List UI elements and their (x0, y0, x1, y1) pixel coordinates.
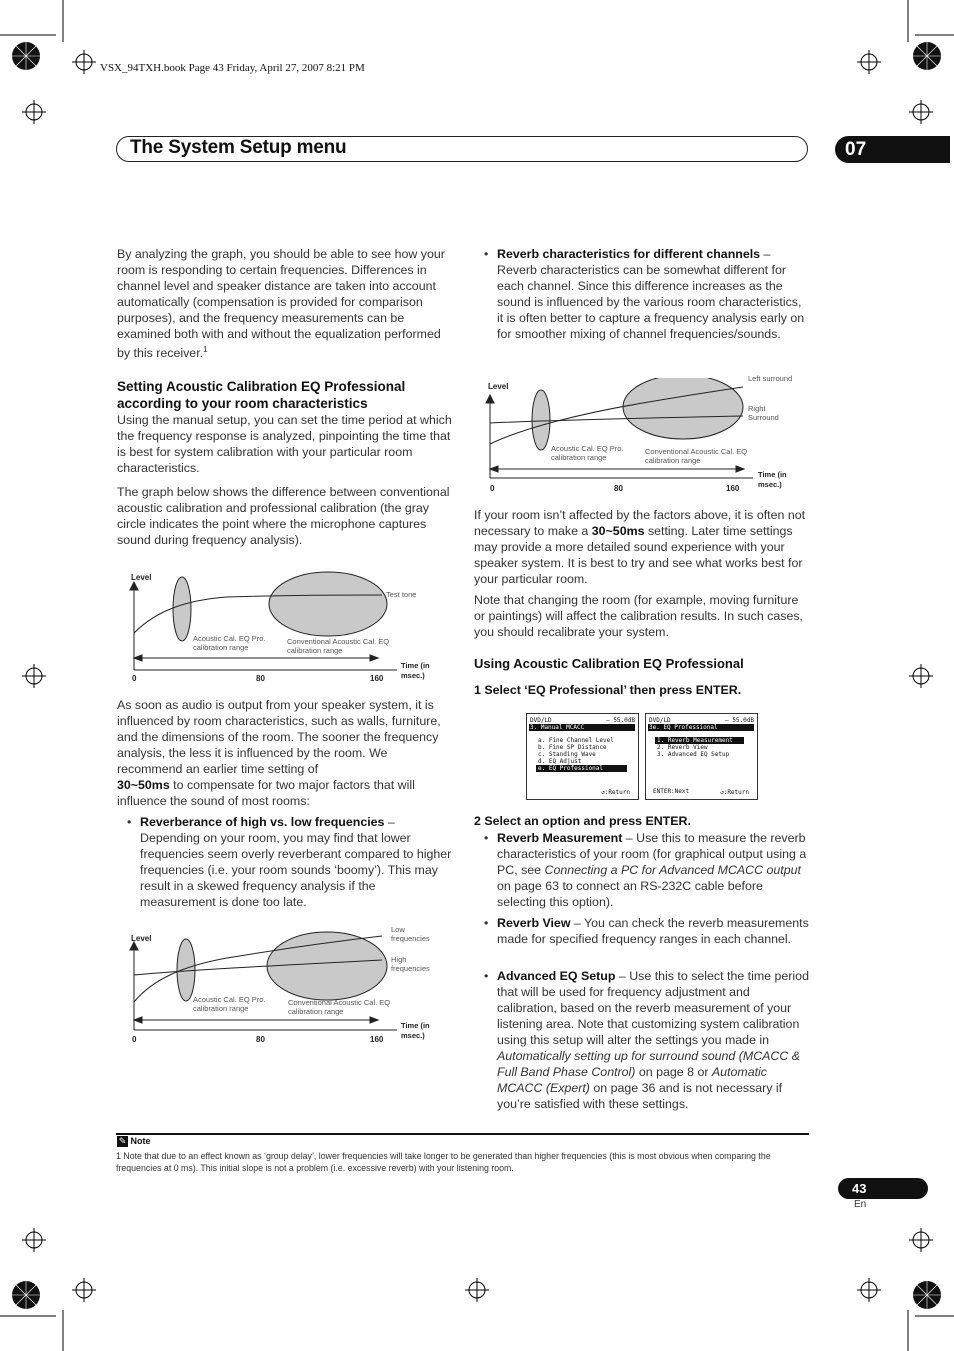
osd-screen-eq-professional (645, 713, 758, 800)
page-number: 43 (852, 1181, 867, 1196)
chart1-tick-160: 160 (370, 674, 384, 683)
footnote-text: 1 Note that due to an effect known as ‘group delay’, lower frequencies will take longer to be generated than higher frequencies (this is most obvious when comparing the frequencies at 0 ms). This initial slope is not a problem (i.e. excessive reverb) with your listening room. (116, 1151, 771, 1173)
conventional-range-ellipse (623, 378, 743, 439)
page-title: The System Setup menu (130, 137, 347, 158)
paragraph-recalibrate: Note that changing the room (for example, moving furniture or paintings) will affect the calibration results. In such cases, you should recalibrate your system. (474, 593, 803, 639)
screen1-title: 3. Manual MCACC (529, 724, 635, 731)
bullet2-text: Reverb characteristics can be somewhat different for each channel. Since this difference increases as the sound is influenced by the various room characteristics, it is often better to capture a frequency analysis early on for smoother mixing of channel frequencies/sounds. (497, 263, 805, 341)
opt3-text-c: on page 36 and is not necessary if you’re satisfied with these settings. (497, 1081, 783, 1111)
screen1-source: DVD/LD (530, 717, 552, 724)
screen1-item[interactable]: b. Fine SP Distance (538, 744, 607, 751)
chart2-pro-label: Acoustic Cal. EQ Pro. calibration range (193, 995, 266, 1013)
opt1-text-a: – Use this to measure the reverb characteristics of your room (for graphical output using a PC, see (497, 831, 807, 877)
chart1-pro-label: Acoustic Cal. EQ Pro. calibration range (193, 634, 266, 652)
conventional-range-ellipse (269, 572, 387, 636)
bullet-advanced-eq (484, 968, 809, 1112)
screen2-footer-next: ENTER:Next (653, 788, 690, 795)
step-1: 1 Select ‘EQ Professional’ then press ENTER. (474, 683, 742, 697)
bullet-reverb-channels (484, 246, 809, 342)
chart2-conventional-label: Conventional Acoustic Cal. EQ calibration range (288, 998, 391, 1016)
chart1-conventional-label: Conventional Acoustic Cal. EQ calibration range (287, 637, 390, 655)
bullet1-sep: – (384, 815, 395, 829)
pro-range-ellipse (173, 577, 191, 641)
screen2-footer-return: ↺:Return (720, 789, 749, 796)
screen1-item[interactable]: d. EQ Adjust (538, 758, 582, 765)
paragraph-room-influence (117, 697, 453, 809)
chart3-tick-0: 0 (490, 484, 495, 493)
chart2-tick-160: 160 (370, 1035, 384, 1044)
opt3-title: Advanced EQ Setup (497, 969, 616, 983)
screen2-level: – 55.0dB (725, 717, 754, 724)
para4-end: setting. Later time settings may provide a more detailed sound experience with your speaker system. It is best to try and see what works best for your particular room. (474, 524, 803, 586)
opt1-title: Reverb Measurement (497, 831, 623, 845)
screen2-item-selected[interactable]: 1. Reverb Measurement (655, 737, 744, 744)
chapter-number: 07 (845, 139, 867, 160)
chart1-tick-0: 0 (132, 674, 137, 683)
chapter-tab (835, 136, 950, 163)
screen1-item[interactable]: c. Standing Wave (538, 751, 596, 758)
note-label: Note (130, 1136, 151, 1146)
bullet2-sep: – (760, 247, 771, 261)
paragraph-graph-description: The graph below shows the difference between conventional acoustic calibration and professional calibration (the gray circle indicates the point where the microphone captures sound during frequency analysis). (117, 485, 450, 547)
chart3-tick-160: 160 (726, 484, 740, 493)
screen1-level: – 55.0dB (606, 717, 635, 724)
chart2-low-label: Low frequencies (391, 925, 430, 943)
para3-end: to compensate for two major factors that will influence the sound of most rooms: (117, 778, 415, 808)
screen1-item-selected[interactable]: e. EQ Professional (536, 765, 627, 772)
chart3-conventional-label: Conventional Acoustic Cal. EQ calibration range (645, 447, 748, 465)
para4-bold: 30~50ms (591, 524, 645, 538)
note-header (117, 1136, 151, 1147)
note-icon: ✎ (118, 1136, 127, 1147)
intro-text: By analyzing the graph, you should be able to see how your room is responding to certain frequencies. Differences in channel level and speaker distance are taken into account automatically (compensation is provided for comparison purposes), and the frequency measurements can be examined both with and without the equalization performed by this receiver. (117, 247, 445, 361)
paragraph-manual-setup: Using the manual setup, you can set the time period at which the frequency response is analyzed, pinpointing the time that is best for system calibration with your particular room characteristics. (117, 413, 452, 475)
bullet-dot: • (484, 916, 489, 930)
chart1-range-arrow (134, 655, 378, 661)
chart3-left-label: Left surround (748, 374, 793, 383)
chart3-x-label: Time (in msec.) (758, 470, 787, 489)
opt3-text-b: on page 8 or (635, 1065, 712, 1079)
chart3-pro-label: Acoustic Cal. EQ Pro. calibration range (551, 444, 624, 462)
chart2-y-label: Level (131, 934, 152, 943)
conventional-range-ellipse (267, 932, 387, 1000)
chart2-tick-80: 80 (256, 1035, 265, 1044)
screen2-source: DVD/LD (649, 717, 671, 724)
note-divider (116, 1133, 809, 1135)
section-heading-using: Using Acoustic Calibration EQ Professional (474, 656, 744, 671)
pro-range-ellipse (532, 390, 550, 450)
opt1-link[interactable]: Connecting a PC for Advanced MCACC output (544, 863, 801, 877)
book-info: VSX_94TXH.book Page 43 Friday, April 27, 2007 8:21 PM (100, 62, 365, 74)
intro-paragraph (117, 246, 453, 361)
chart3-y-label: Level (488, 382, 509, 391)
chart2-range-arrow (134, 1017, 378, 1023)
opt2-title: Reverb View (497, 916, 571, 930)
chart2-high-label: High frequencies (391, 955, 430, 973)
bullet-dot: • (127, 815, 132, 829)
section-heading: Setting Acoustic Calibration EQ Professional according to your room characteristics (117, 379, 406, 411)
screen1-menu (538, 737, 627, 772)
bullet-reverb-view (484, 915, 809, 947)
bullet1-title: Reverberance of high vs. low frequencies (140, 815, 385, 829)
opt3-text-a: – Use this to select the time period that will be used for frequency adjustment and calibration, based on the reverb measurement of your listening area. Note that customizing system calibration using this setup will alter the settings you made in (497, 969, 809, 1047)
screen1-item[interactable]: a. Fine Channel Level (538, 737, 614, 744)
chart1-y-label: Level (131, 573, 152, 582)
chart1-x-label: Time (in msec.) (401, 661, 430, 680)
screen2-menu (657, 737, 744, 758)
return-icon: ↺ (601, 789, 605, 796)
opt1-text-b: on page 63 to connect an RS-232C cable before selecting this option). (497, 879, 763, 909)
chart3-range-arrow (490, 466, 744, 472)
paragraph-room-factors (474, 507, 810, 587)
para3-start: As soon as audio is output from your speaker system, it is influenced by room characteristics, such as walls, furniture, and the dimensions of the room. The sooner the frequency analysis, the less it is influenced by the room. We recommend an earlier time setting of (117, 698, 441, 776)
screen2-item[interactable]: 3. Advanced EQ Setup (657, 751, 730, 758)
footnote-ref[interactable]: 1 (203, 345, 208, 354)
pro-range-ellipse (177, 939, 195, 1001)
bullet-dot: • (484, 247, 489, 261)
opt3-link-1[interactable]: Automatically setting up for surround sound (MCACC & Full Band Phase Control) (497, 1049, 801, 1079)
page-number-tab (838, 1178, 928, 1199)
para4-start: If your room isn’t affected by the factors above, it is often not necessary to make a (474, 508, 806, 538)
bullet-dot: • (484, 969, 489, 983)
return-icon: ↺ (720, 789, 724, 796)
language-code: En (854, 1199, 867, 1210)
chart2-x-label: Time (in msec.) (401, 1021, 430, 1040)
chart3-tick-80: 80 (614, 484, 623, 493)
bullet-reverberance (127, 814, 452, 910)
chart2-tick-0: 0 (132, 1035, 137, 1044)
opt2-text: – You can check the reverb measurements made for specified frequency ranges in each channel. (497, 916, 809, 946)
bullet2-title: Reverb characteristics for different channels (497, 247, 761, 261)
osd-screen-manual-mcacc (526, 713, 639, 800)
chart3-right-label: Right Surround (748, 404, 779, 422)
screen1-footer-return: ↺:Return (601, 789, 630, 796)
screen2-title: 3e. EQ Professional (648, 724, 754, 731)
para3-bold: 30~50ms (117, 778, 170, 792)
chart1-curve-label: Test tone (386, 590, 417, 599)
opt3-link-2[interactable]: Automatic MCACC (Expert) (497, 1065, 767, 1095)
chart1-tick-80: 80 (256, 674, 265, 683)
bullet1-text: Depending on your room, you may find that lower frequencies seem overly reverberant compared to higher frequencies (i.e. your room sounds ‘boomy’). This may result in a skewed frequency analysis if the measurement is done too late. (140, 831, 452, 909)
screen2-item[interactable]: 2. Reverb View (657, 744, 708, 751)
bullet-reverb-measurement (484, 830, 809, 910)
step-2: 2 Select an option and press ENTER. (474, 814, 691, 828)
bullet-dot: • (484, 831, 489, 845)
